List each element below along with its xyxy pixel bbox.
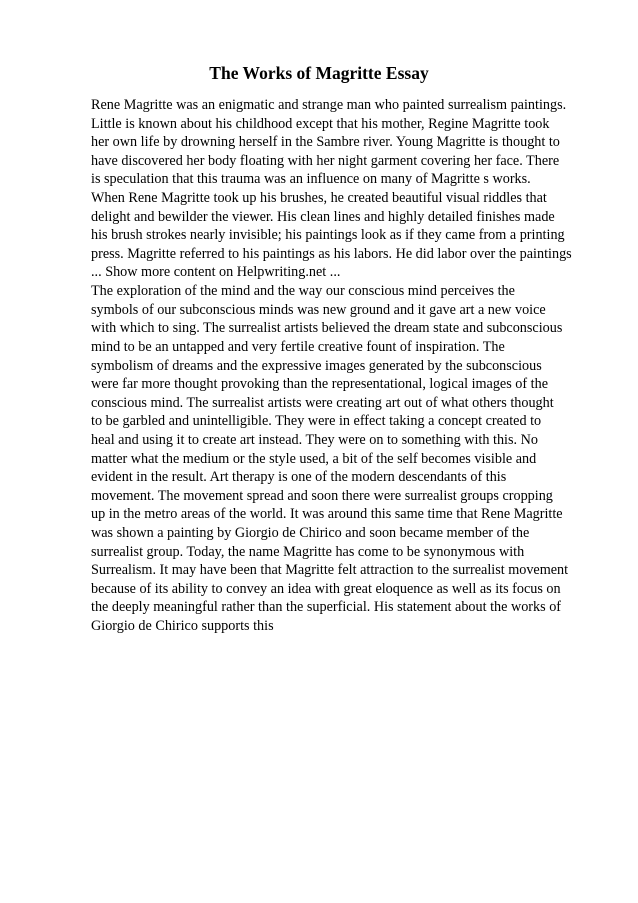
text-line: the deeply meaningful rather than the superficial. His statement about the works of [91,599,562,616]
text-line: The exploration of the mind and the way our conscious mind perceives the [91,283,515,300]
text-line: symbols of our subconscious minds was new ground and it gave art a new voice [91,301,546,318]
text-line: surrealist group. Today, the name Magritte has come to be synonymous with [91,543,525,560]
text-line: have discovered her body floating with her night garment covering her face. There [91,152,560,169]
text-line: heal and using it to create art instead. They were on to something with this. No [91,431,538,448]
text-line: conscious mind. The surrealist artists were creating art out of what others thought [91,394,554,411]
text-line: Rene Magritte was an enigmatic and strange man who painted surrealism paintings. [91,97,567,113]
text-line: evident in the result. Art therapy is one of the modern descendants of this [91,469,507,486]
text-line: movement. The movement spread and soon there were surrealist groups cropping [91,487,553,504]
text-line: mind to be an untapped and very fertile creative fount of inspiration. The [91,338,505,355]
document-title: The Works of Magritte Essay [209,63,429,83]
text-line: her own life by drowning herself in the Sambre river. Young Magritte is thought to [91,134,560,151]
text-line: When Rene Magritte took up his brushes, he created beautiful visual riddles that [91,190,547,207]
text-line: were far more thought provoking than the representational, logical images of the [91,376,548,393]
text-line: is speculation that this trauma was an influence on many of Magritte s works. [91,171,531,188]
text-line: up in the metro areas of the world. It was around this same time that Rene Magritte [91,506,563,523]
text-line: matter what the medium or the style used, a bit of the self becomes visible and [91,450,537,467]
text-line: his brush strokes nearly invisible; his paintings look as if they came from a printing [91,227,565,244]
text-line: Giorgio de Chirico supports this [91,618,274,635]
text-line: press. Magritte referred to his paintings as his labors. He did labor over the paintings [91,245,572,262]
text-line: with which to sing. The surrealist artists believed the dream state and subconscious [91,320,563,337]
text-line: delight and bewilder the viewer. His clean lines and highly detailed finishes made [91,208,555,225]
text-line: was shown a painting by Giorgio de Chirico and soon became member of the [91,525,530,542]
text-line: ... Show more content on Helpwriting.net ... [91,264,341,281]
text-line: to be garbled and unintelligible. They were in effect taking a concept created to [91,413,542,430]
text-line: Little is known about his childhood except that his mother, Regine Magritte took [91,115,550,132]
text-line: because of its ability to convey an idea with great eloquence as well as its focus on [91,580,561,597]
text-line: symbolism of dreams and the expressive images generated by the subconscious [91,357,542,374]
document-body [91,96,591,636]
text-line: Surrealism. It may have been that Magritte felt attraction to the surrealist movement [91,562,569,579]
